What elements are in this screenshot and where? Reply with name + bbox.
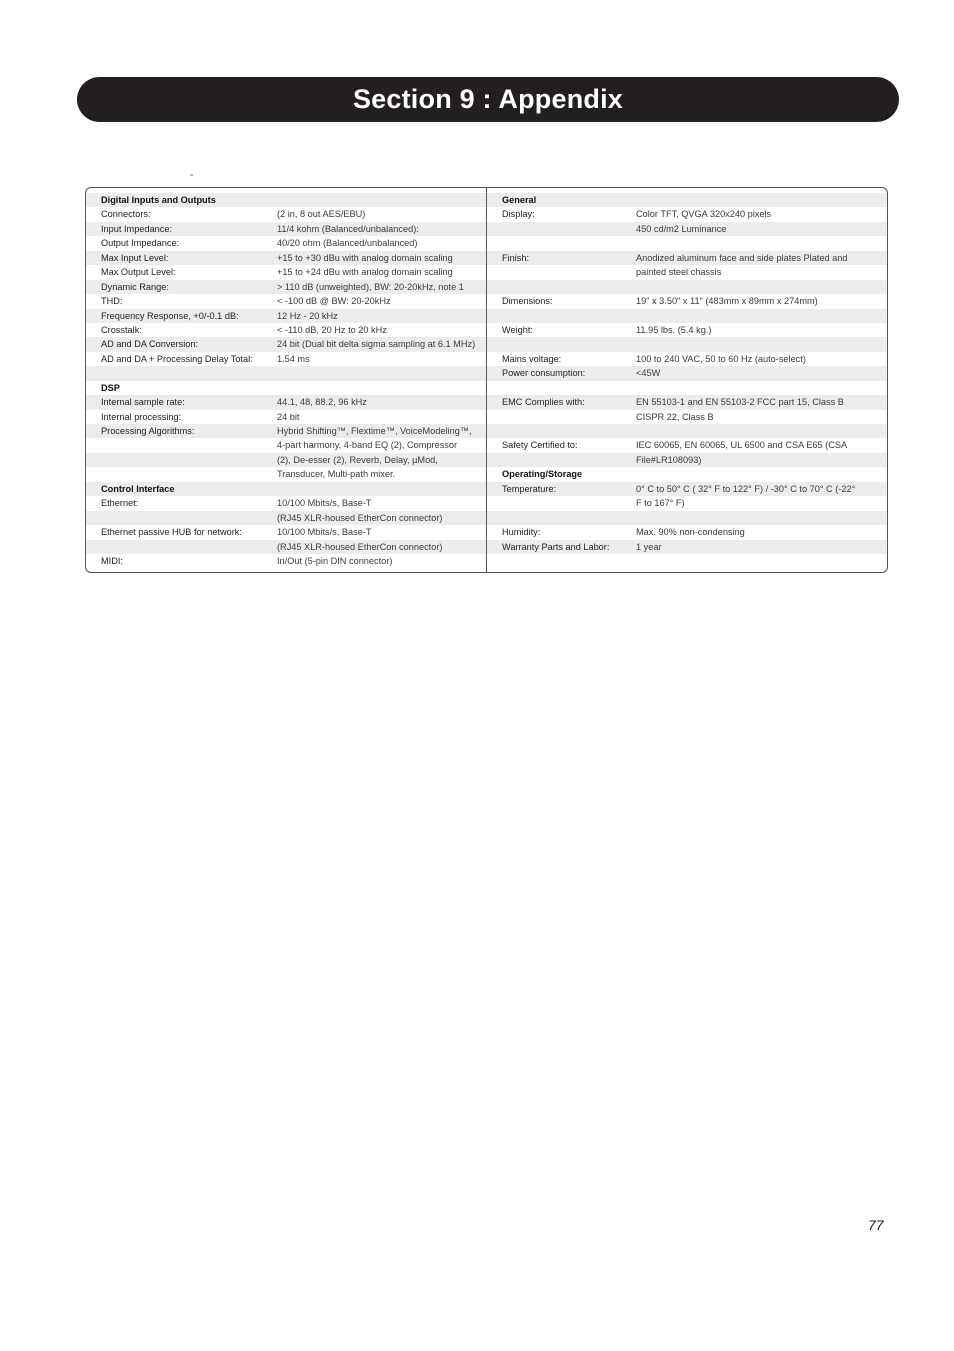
spec-row bbox=[86, 207, 486, 221]
spec-value: +15 to +30 dBu with analog domain scaling bbox=[277, 252, 453, 263]
spec-row bbox=[487, 280, 887, 294]
spec-value: Hybrid Shifting™, Flextime™, VoiceModeling™, bbox=[277, 426, 472, 436]
spec-label: Crosstalk: bbox=[101, 324, 142, 335]
spec-value: IEC 60065, EN 60065, UL 6500 and CSA E65 (CSA bbox=[636, 440, 848, 451]
spec-label: Mains voltage: bbox=[502, 353, 562, 364]
spec-value: Anodized aluminum face and side plates Plated and bbox=[636, 252, 848, 263]
spec-row bbox=[487, 496, 887, 510]
spec-label: Power consumption: bbox=[502, 368, 586, 379]
spec-value: < -100 dB @ BW: 20-20kHz bbox=[277, 296, 391, 307]
spec-value: +15 to +24 dBu with analog domain scaling bbox=[277, 267, 453, 278]
spec-label: Temperature: bbox=[502, 483, 557, 494]
spec-value: < -110 dB, 20 Hz to 20 kHz bbox=[277, 324, 387, 335]
spec-row bbox=[86, 438, 486, 452]
spec-row bbox=[86, 294, 486, 308]
section-title: Section 9 : Appendix bbox=[352, 84, 624, 114]
spec-value: 10/100 Mbits/s, Base-T bbox=[277, 527, 372, 538]
spec-value: 10/100 Mbits/s, Base-T bbox=[277, 498, 372, 509]
spec-row bbox=[487, 554, 887, 568]
spec-row bbox=[487, 366, 887, 380]
spec-row bbox=[487, 309, 887, 323]
spec-section-header bbox=[487, 193, 887, 207]
spec-row bbox=[487, 251, 887, 265]
spec-value: File#LR108093) bbox=[636, 454, 702, 465]
spec-label: THD: bbox=[101, 296, 123, 307]
spec-value: 40/20 ohm (Balanced/unbalanced) bbox=[277, 238, 418, 249]
spec-value: (RJ45 XLR-housed EtherCon connector) bbox=[277, 512, 443, 523]
spec-value: 19" x 3.50" x 11" (483mm x 89mm x 274mm) bbox=[636, 296, 818, 307]
spec-row bbox=[487, 323, 887, 337]
spec-row bbox=[86, 453, 486, 467]
spec-row bbox=[86, 366, 486, 380]
spec-row bbox=[86, 309, 486, 323]
spec-row bbox=[487, 265, 887, 279]
spec-row bbox=[487, 511, 887, 525]
spec-value: (2 in, 8 out AES/EBU) bbox=[277, 209, 366, 220]
spec-section-header bbox=[487, 467, 887, 481]
spec-row bbox=[86, 337, 486, 351]
spec-value: painted steel chassis bbox=[636, 267, 722, 278]
spec-label: Max Input Level: bbox=[101, 252, 169, 263]
spec-value: CISPR 22, Class B bbox=[636, 411, 714, 422]
right-spec-column bbox=[487, 193, 887, 568]
spec-row bbox=[487, 424, 887, 438]
spec-section-header bbox=[86, 381, 486, 395]
spec-row bbox=[86, 265, 486, 279]
spec-row bbox=[487, 381, 887, 395]
spec-label: Ethernet: bbox=[101, 498, 139, 509]
section-title-banner bbox=[77, 77, 899, 122]
spec-value: 24 bit (Dual bit delta sigma sampling at 6.1 MHz) bbox=[277, 339, 476, 350]
section-heading: Operating/Storage bbox=[502, 469, 583, 480]
spec-value: 12 Hz - 20 kHz bbox=[277, 310, 338, 321]
section-heading: DSP bbox=[101, 382, 120, 393]
spec-value: Transducer, Multi-path mixer. bbox=[277, 469, 396, 480]
page-number: 77 bbox=[868, 1217, 884, 1233]
spec-label: MIDI: bbox=[101, 555, 123, 566]
spec-label: AD and DA + Processing Delay Total: bbox=[101, 353, 253, 364]
spec-label: Internal processing: bbox=[101, 411, 182, 422]
spec-value: In/Out (5-pin DIN connector) bbox=[277, 555, 393, 566]
section-heading: Digital Inputs and Outputs bbox=[101, 195, 216, 205]
spec-row bbox=[86, 352, 486, 366]
spec-row bbox=[487, 438, 887, 452]
spec-label: Dimensions: bbox=[502, 296, 553, 307]
spec-value: Color TFT, QVGA 320x240 pixels bbox=[636, 209, 772, 220]
spec-label: Weight: bbox=[502, 324, 533, 335]
spec-value: 44.1, 48, 88.2, 96 kHz bbox=[277, 397, 367, 408]
spec-label: Finish: bbox=[502, 252, 530, 263]
spec-value: 4-part harmony, 4-band EQ (2), Compressor bbox=[277, 440, 458, 451]
spec-row bbox=[487, 352, 887, 366]
spec-value: 11.95 lbs. (5.4 kg.) bbox=[636, 324, 712, 335]
spec-row bbox=[487, 410, 887, 424]
spec-label: Frequency Response, +0/-0.1 dB: bbox=[101, 310, 239, 321]
spec-row bbox=[487, 525, 887, 539]
spec-value: 100 to 240 VAC, 50 to 60 Hz (auto-select) bbox=[636, 353, 806, 364]
spec-value: (RJ45 XLR-housed EtherCon connector) bbox=[277, 541, 443, 552]
spec-row bbox=[86, 525, 486, 539]
spec-label: Connectors: bbox=[101, 209, 151, 220]
spec-label: Input Impedance: bbox=[101, 223, 172, 234]
spec-row bbox=[86, 424, 486, 438]
spec-value: 11/4 kohm (Balanced/unbalanced): bbox=[277, 223, 419, 234]
spec-row bbox=[86, 236, 486, 250]
spec-value: 1.54 ms bbox=[277, 353, 310, 364]
spec-row bbox=[86, 395, 486, 409]
section-heading: Control Interface bbox=[101, 483, 175, 494]
spec-row bbox=[487, 294, 887, 308]
spec-label: Processing Algorithms: bbox=[101, 426, 195, 436]
spec-row bbox=[86, 554, 486, 568]
spec-section-header bbox=[86, 482, 486, 496]
section-heading: General bbox=[502, 195, 537, 205]
spec-value: Max. 90% non-condensing bbox=[636, 527, 745, 538]
spec-value: > 110 dB (unweighted), BW: 20-20kHz, note 1 bbox=[277, 281, 464, 292]
specifications-table bbox=[85, 187, 888, 573]
spec-label: Dynamic Range: bbox=[101, 281, 169, 292]
spec-row bbox=[86, 251, 486, 265]
spec-row bbox=[86, 222, 486, 236]
spec-row bbox=[487, 482, 887, 496]
spec-row bbox=[487, 207, 887, 221]
spec-row bbox=[487, 395, 887, 409]
spec-value: EN 55103-1 and EN 55103-2 FCC part 15, Class B bbox=[636, 397, 844, 408]
spec-label: Warranty Parts and Labor: bbox=[502, 541, 610, 552]
spec-label: Humidity: bbox=[502, 527, 541, 538]
spec-label: Display: bbox=[502, 209, 535, 220]
spec-row bbox=[487, 236, 887, 250]
spec-row bbox=[86, 280, 486, 294]
spec-row bbox=[86, 410, 486, 424]
spec-row bbox=[487, 222, 887, 236]
spec-row bbox=[86, 496, 486, 510]
spec-row bbox=[86, 467, 486, 481]
spec-value: 0° C to 50° C ( 32° F to 122° F) / -30° C to 70° C (-22° bbox=[636, 483, 856, 494]
spec-value: 1 year bbox=[636, 541, 662, 552]
left-spec-column bbox=[86, 193, 486, 568]
spec-label: Ethernet passive HUB for network: bbox=[101, 527, 242, 538]
spec-value: 24 bit bbox=[277, 411, 300, 422]
spec-section-header bbox=[86, 193, 486, 207]
spec-row bbox=[86, 323, 486, 337]
spec-label: Output Impedance: bbox=[101, 238, 180, 249]
spec-row bbox=[86, 540, 486, 554]
spec-value: (2), De-esser (2), Reverb, Delay, µMod, bbox=[277, 454, 438, 465]
spec-row bbox=[487, 337, 887, 351]
spec-label: AD and DA Conversion: bbox=[101, 339, 199, 350]
spec-row bbox=[86, 511, 486, 525]
spec-label: Safety Certified to: bbox=[502, 440, 578, 451]
spec-value: F to 167° F) bbox=[636, 498, 685, 509]
spec-label: EMC Complies with: bbox=[502, 397, 585, 408]
spec-label: Max Output Level: bbox=[101, 267, 176, 278]
spec-value: 450 cd/m2 Luminance bbox=[636, 223, 727, 234]
spec-row bbox=[487, 453, 887, 467]
spec-row bbox=[487, 540, 887, 554]
stray-mark: - bbox=[190, 170, 194, 181]
spec-value: <45W bbox=[636, 368, 661, 379]
spec-label: Internal sample rate: bbox=[101, 397, 185, 408]
